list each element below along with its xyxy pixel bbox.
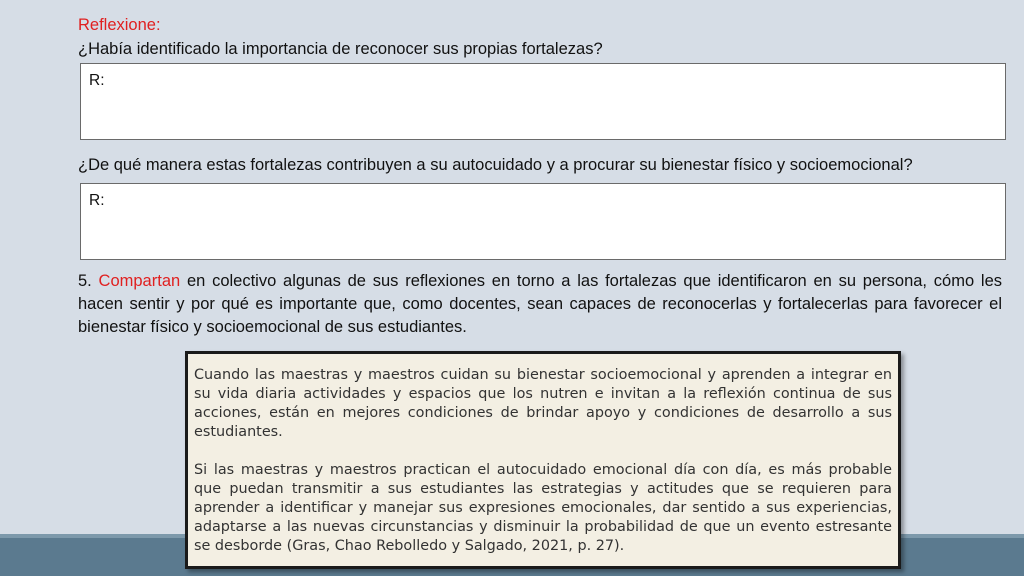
answer-label-2: R: [89,192,105,209]
instruction-number: 5. [78,272,92,290]
answer-label-1: R: [89,72,105,89]
reflection-heading: Reflexione: [78,16,161,34]
instruction-paragraph [78,270,1002,339]
quote-box [185,351,901,569]
instruction-text: en colectivo algunas de sus reflexiones en torno a las fortalezas que identificaron en su persona, cómo les hacen sentir y por qué es importante que, como docentes, sean capaces de reconocerlas y fortalecerlas para favorecer el bienestar físico y socioemocional de sus estudiantes. [78,272,1002,336]
instruction-highlight: Compartan [98,272,181,290]
question-1: ¿Había identificado la importancia de reconocer sus propias fortalezas? [78,40,603,58]
quote-paragraph-2: Si las maestras y maestros practican el autocuidado emocional día con día, es más probable que puedan transmitir a sus estudiantes las estrategias y actitudes que se requieren para aprender a identificar y manejar sus expresiones emocionales, dar sentido a sus experiencias, adaptarse a las nuevas circunstancias y disminuir la probabilidad de que un evento estresante se desborde (Gras, Chao Rebolledo y Salgado, 2021, p. 27). [194,462,892,554]
answer-box-1[interactable] [80,63,1006,140]
question-2: ¿De qué manera estas fortalezas contribuyen a su autocuidado y a procurar su bienestar físico y socioemocional? [78,156,913,174]
quote-paragraph-1: Cuando las maestras y maestros cuidan su bienestar socioemocional y aprenden a integrar en su vida diaria actividades y espacios que los nutren e invitan a la reflexión continua de sus acciones, están en mejores condiciones de brindar apoyo y condiciones de desarrollo a sus estudiantes. [194,367,892,440]
answer-box-2[interactable] [80,183,1006,260]
